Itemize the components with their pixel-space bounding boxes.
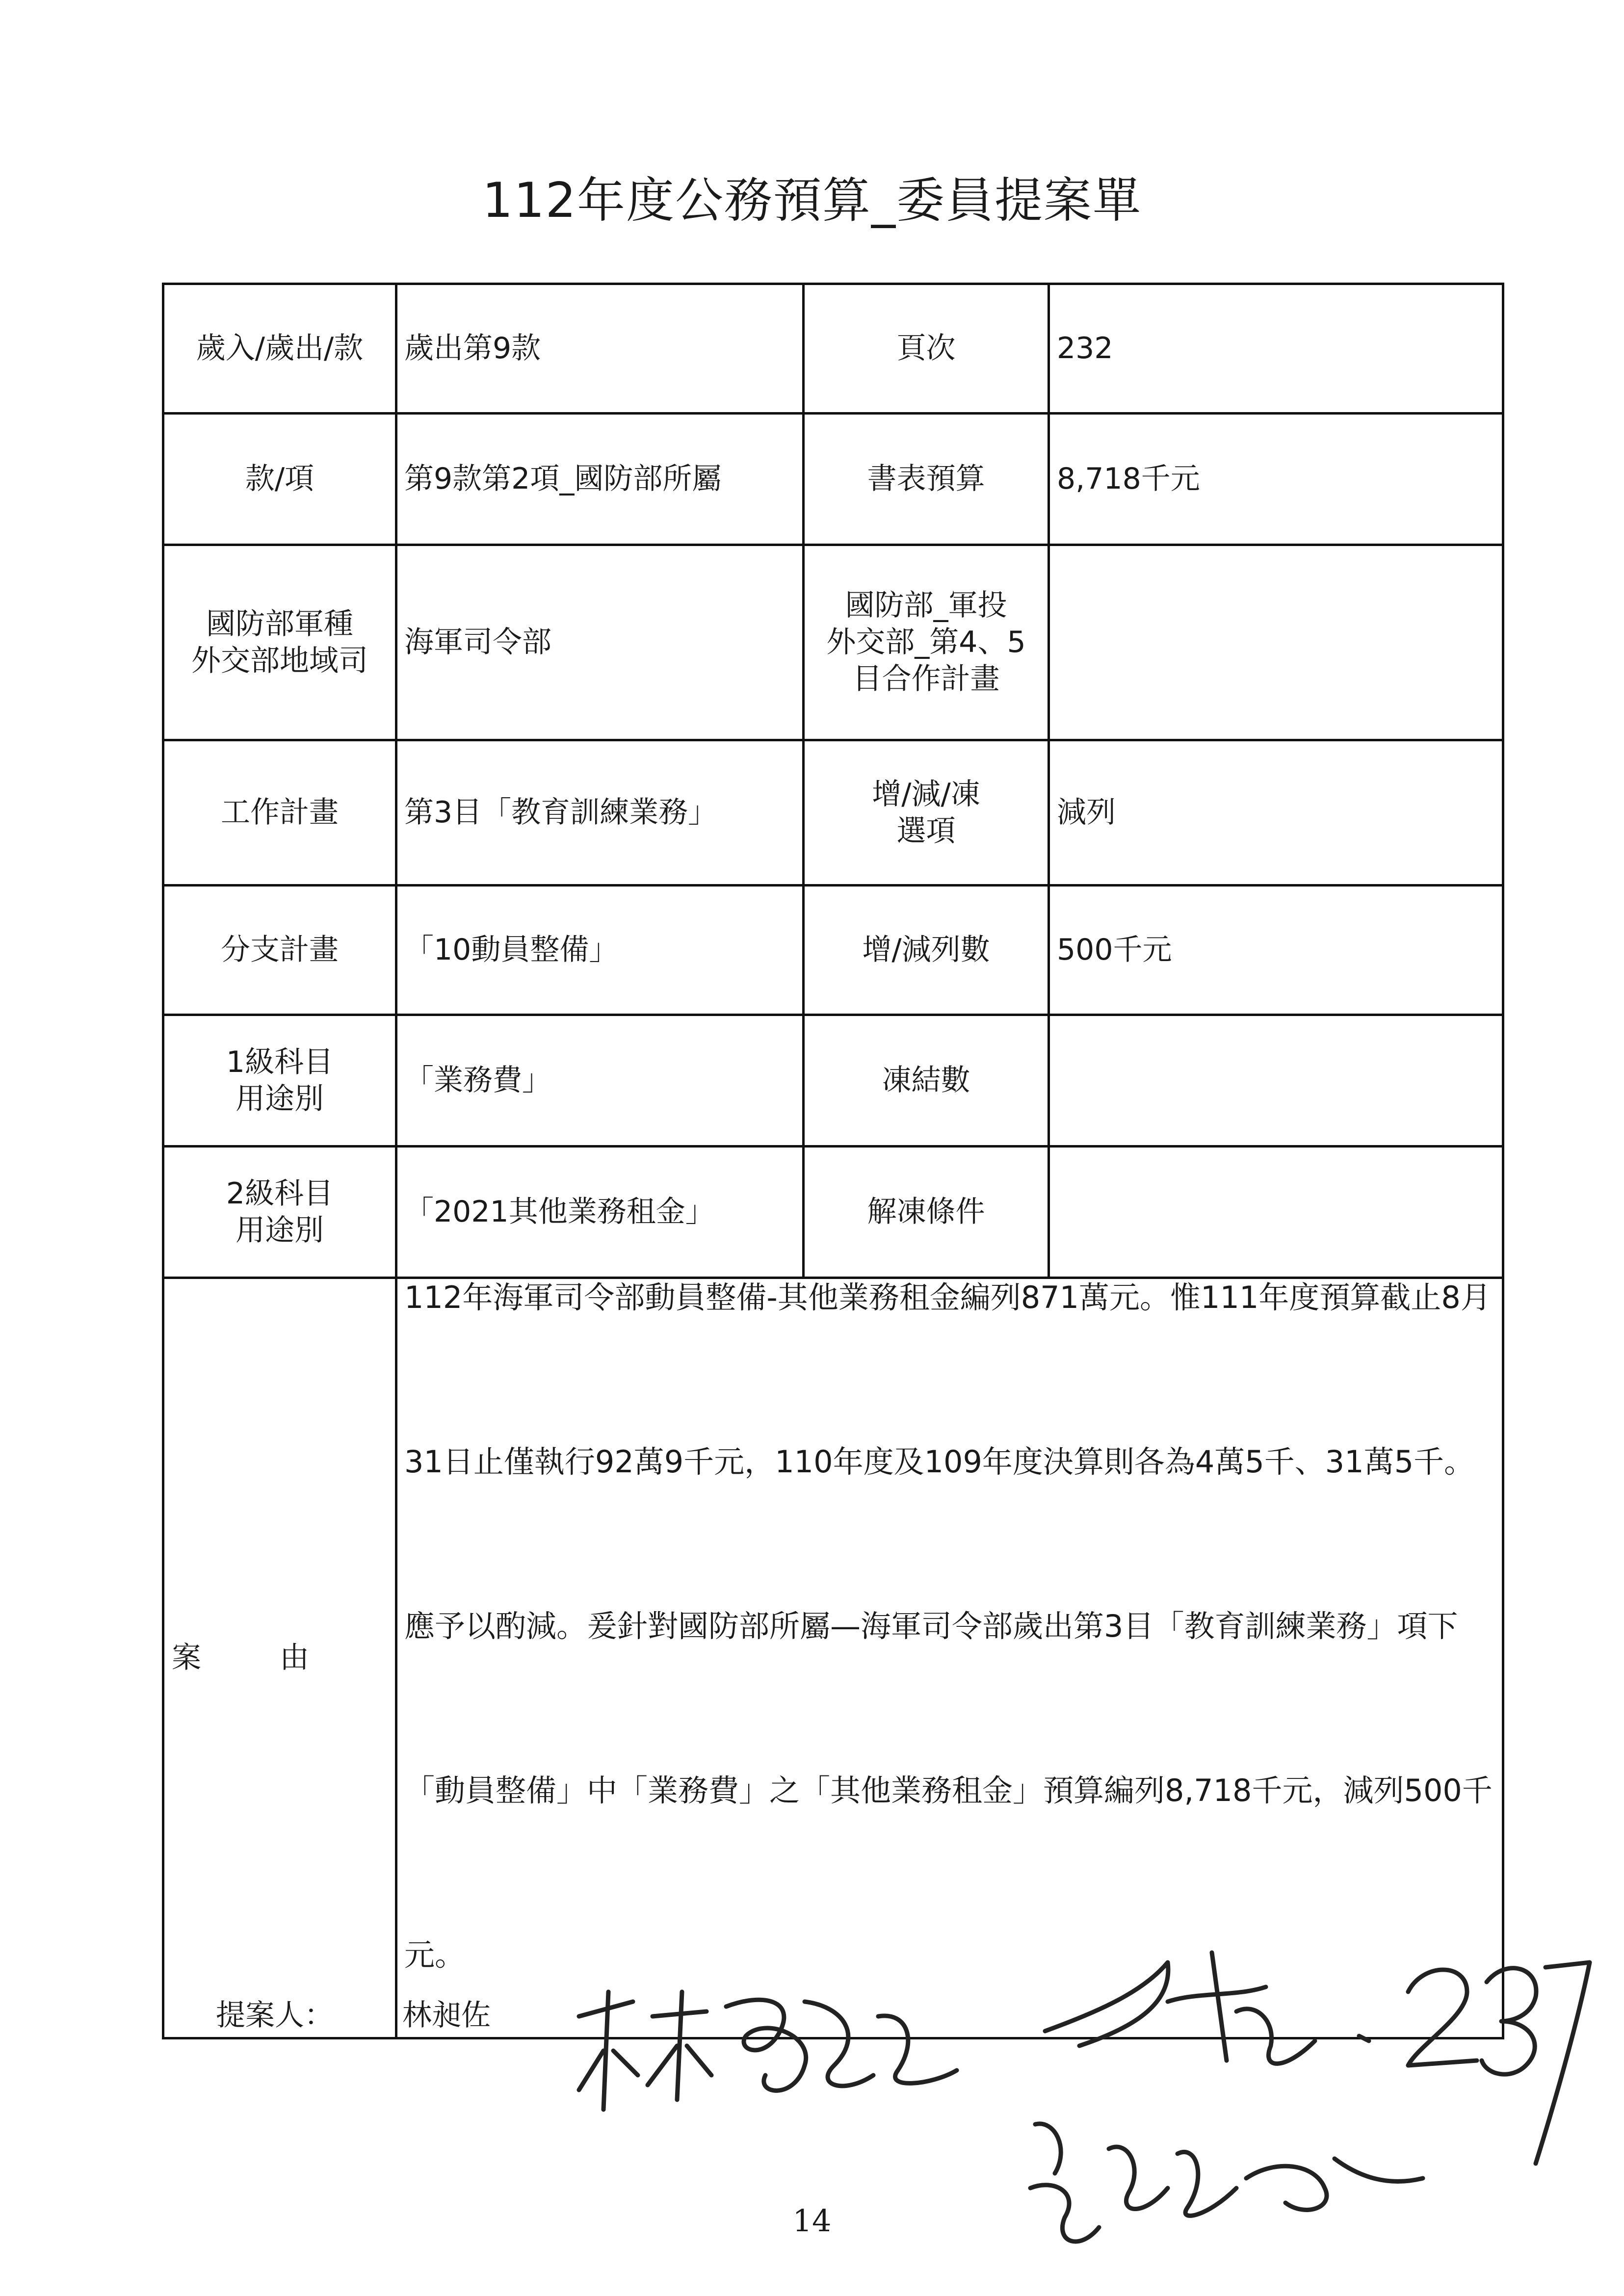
label-level2-subject — [163, 1147, 396, 1278]
value-freeze-amount — [1049, 1015, 1503, 1147]
label-cooperation — [804, 545, 1049, 740]
label-budget: 書表預算 — [804, 414, 1049, 545]
label-option — [804, 740, 1049, 886]
value-item: 第9款第2項_國防部所屬 — [396, 414, 804, 545]
row-category — [163, 284, 1503, 414]
label-work-plan: 工作計畫 — [163, 740, 396, 886]
label-category: 歲入/歲出/款 — [163, 284, 396, 414]
handwritten-number: 237 — [1413, 2057, 1423, 2062]
value-branch-plan: 「10動員整備」 — [396, 886, 804, 1015]
value-level2-subject: 「2021其他業務租金」 — [396, 1147, 804, 1278]
value-page: 232 — [1049, 284, 1503, 414]
form-title: 112年度公務預算_委員提案單 — [482, 173, 1142, 229]
proposer-name: 林昶佐 — [402, 1998, 491, 2033]
value-cooperation — [1049, 545, 1503, 740]
label-service — [163, 545, 396, 740]
row-level1-subject — [163, 1015, 1503, 1147]
label-cooperation-line1: 國防部_軍投 — [845, 588, 1007, 623]
label-cooperation-line3: 目合作計畫 — [852, 662, 1000, 696]
label-level1-subject — [163, 1015, 396, 1147]
label-amount: 增/減列數 — [804, 886, 1049, 1015]
label-service-line1: 國防部軍種 — [206, 606, 353, 641]
label-reason: 案由 — [163, 1278, 396, 2038]
page-number: 14 — [792, 2203, 832, 2239]
label-cooperation-line2: 外交部_第4、5 — [826, 625, 1026, 659]
value-category: 歲出第9款 — [396, 284, 804, 414]
label-unfreeze-condition: 解凍條件 — [804, 1147, 1049, 1278]
value-option: 減列 — [1049, 740, 1503, 886]
label-freeze-amount: 凍結數 — [804, 1015, 1049, 1147]
row-item — [163, 414, 1503, 545]
value-reason — [396, 1278, 1503, 2038]
label-item: 款/項 — [163, 414, 396, 545]
value-level1-subject: 「業務費」 — [396, 1015, 804, 1147]
value-service: 海軍司令部 — [396, 545, 804, 740]
proposer-label: 提案人： — [216, 1998, 334, 2033]
label-service-line2: 外交部地域司 — [191, 643, 368, 678]
row-work-plan — [163, 740, 1503, 886]
label-page: 頁次 — [804, 284, 1049, 414]
label-option-line1: 增/減/凍 — [872, 777, 980, 811]
reason-text: 112年海軍司令部動員整備-其他業務租金編列871萬元。惟111年度預算截止8月31日止僅執行92萬9千元，110年度及109年度決算則各為4萬5千、31萬5千。應予以酌減。爰針對國防部所屬—海軍司令部歲出第3目「教育訓練業務」項下「動員整備」中「業務費」之「其他業務租金」預算編列8,718千元，減列500千元。 — [404, 1279, 1493, 1973]
label-option-line2: 選項 — [896, 813, 956, 848]
label-branch-plan: 分支計畫 — [163, 886, 396, 1015]
proposal-form-table — [162, 283, 1504, 2039]
label-level1-line2: 用途別 — [236, 1081, 324, 1116]
row-reason — [163, 1278, 1503, 2038]
value-amount: 500千元 — [1049, 886, 1503, 1015]
value-budget: 8,718千元 — [1049, 414, 1503, 545]
label-level1-line1: 1級科目 — [226, 1044, 334, 1079]
row-service — [163, 545, 1503, 740]
value-work-plan: 第3目「教育訓練業務」 — [396, 740, 804, 886]
label-level2-line1: 2級科目 — [226, 1176, 334, 1211]
label-level2-line2: 用途別 — [236, 1213, 324, 1248]
row-branch-plan — [163, 886, 1503, 1015]
